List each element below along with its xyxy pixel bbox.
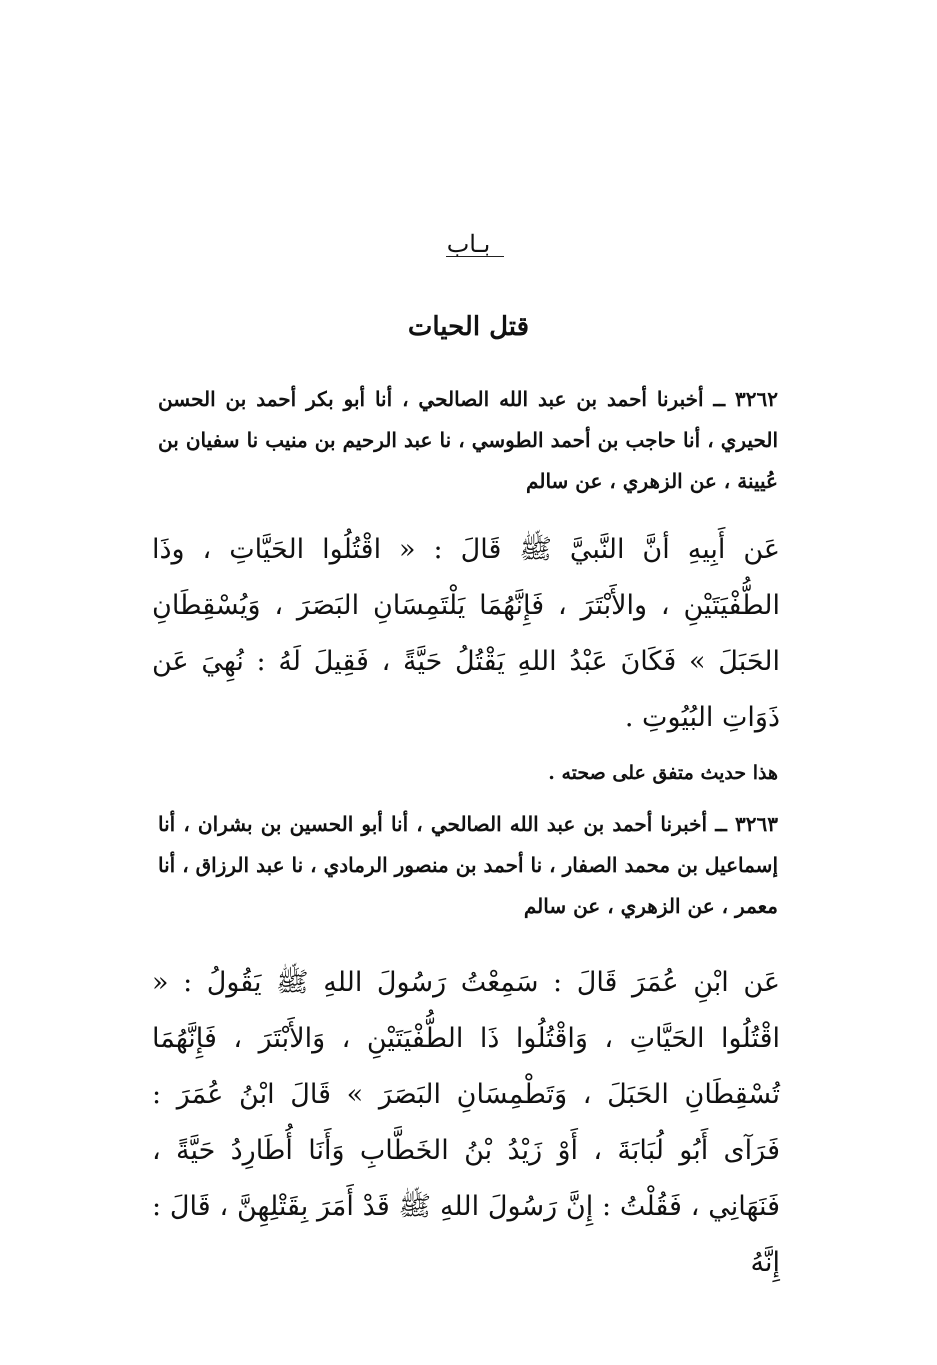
hadith-3262-matn: عَن أَبِيهِ أنَّ النَّبيَّ ﷺ قَالَ : « اقْتُلُوا الحَيَّاتِ ، وذَا الطُّفْيَتَيْنِ ، والأَبْتَرَ ، فَإِنَّهُمَا يَلْتَمِسَانِ البَصَرَ ، وَيُسْقِطَانِ الحَبَلَ » فَكَانَ عَبْدُ اللهِ يَقْتُلُ حَيَّةً ، فَقِيلَ لَهُ : نُهِيَ عَن ذَوَاتِ البُيُوتِ . <box>152 534 780 733</box>
authenticity-remark: هذا حديث متفق على صحته . <box>548 762 778 784</box>
hadith-3262-isnad: ٣٢٦٢ ــ أخبرنا أحمد بن عبد الله الصالحي ، أنا أبو بكر أحمد بن الحسن الحيري ، أنا حاجب بن أحمد الطوسي ، نا عبد الرحيم بن منيب نا سفيان بن عُيينة ، عن الزهري ، عن سالم <box>158 387 778 493</box>
hadith-3263-matn: عَن ابْنِ عُمَرَ قَالَ : سَمِعْتُ رَسُولَ اللهِ ﷺ يَقُولُ : « اقْتُلُوا الحَيَّاتِ ، وَاقْتُلُوا ذَا الطُّفْيَتَيْنِ ، وَالأَبْتَرَ ، فَإِنَّهُمَا تُسْقِطَانِ الحَبَلَ ، وَتَطْمِسَانِ البَصَرَ » قَالَ ابْنُ عُمَرَ : فَرَآى أَبُو لُبَابَةَ ، أَوْ زَيْدُ بْنُ الخَطَّابِ وَأَنَا أُطَارِدُ حَيَّةً ، فَنَهَانِي ، فَقُلْتُ : إِنَّ رَسُولَ اللهِ ﷺ قَدْ أَمَرَ بِقَتْلِهِنَّ ، قَالَ : إِنَّهُ <box>152 967 780 1278</box>
hadith-3263-isnad: ٣٢٦٣ ــ أخبرنا أحمد بن عبد الله الصالحي ، أنا أبو الحسين بن بشران ، أنا إسماعيل بن محمد الصفار ، نا أحمد بن منصور الرمادي ، نا عبد الرزاق ، أنا معمر ، عن الزهري ، عن سالم <box>158 812 778 918</box>
section-title: قتل الحيات <box>407 312 530 342</box>
chapter-divider <box>446 256 504 257</box>
chapter-heading: بـاب <box>446 230 491 258</box>
